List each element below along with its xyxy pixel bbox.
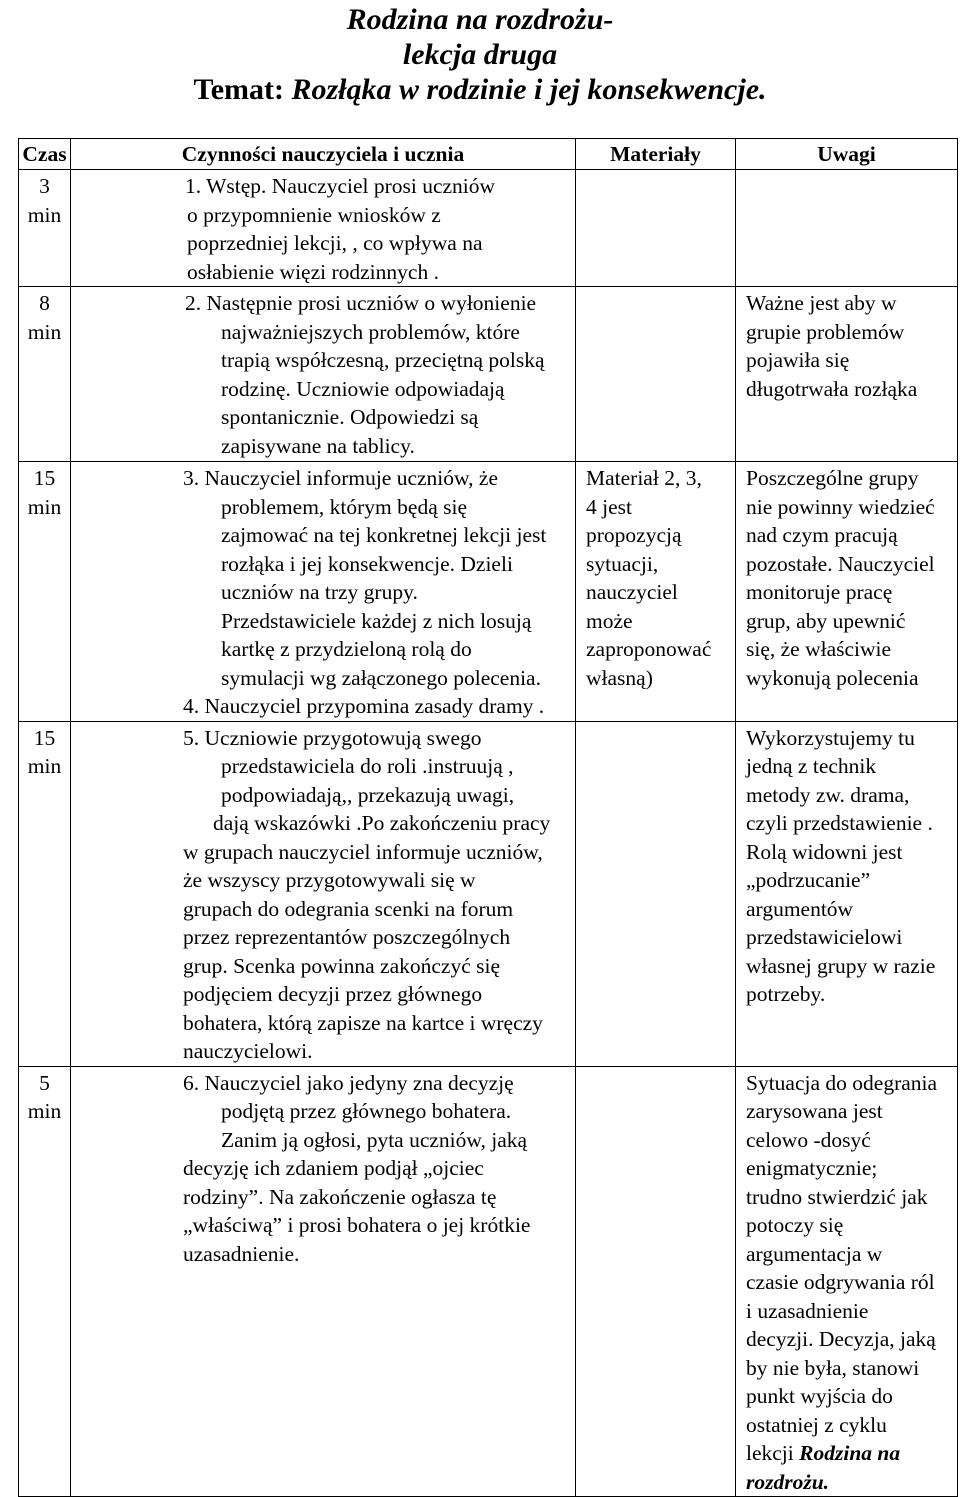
activity-line: grupach do odegrania scenki na forum [183, 896, 514, 921]
activity-line: problemem, którym będą się [221, 494, 467, 519]
activity-line: o przypomnienie wniosków z [187, 202, 441, 227]
remark-line: i uzasadnienie [746, 1298, 869, 1323]
activity-line: w grupach nauczyciel informuje uczniów, [183, 839, 543, 864]
time-unit: min [27, 1099, 62, 1123]
time-value: 15 [33, 466, 56, 490]
activity-line: Zanim ją ogłosi, pyta uczniów, jaką [221, 1127, 528, 1152]
remark-line: się, że właściwie [746, 637, 892, 661]
activity-line: spontanicznie. Odpowiedzi są [221, 405, 479, 429]
activity-line: podjęciem decyzji przez głównego [183, 982, 483, 1006]
topic-prefix: Temat: [193, 73, 292, 106]
material-line: własną) [586, 665, 653, 690]
time-unit: min [27, 754, 62, 778]
remark-line: Wykorzystujemy tu [746, 725, 915, 750]
activity-line: uzasadnienie. [183, 1241, 300, 1266]
activity-line: najważniejszych problemów, które [221, 319, 520, 344]
remark-line: celowo -dosyć [746, 1127, 871, 1152]
activity-cell [71, 721, 576, 1066]
remark-line: enigmatycznie; [746, 1156, 878, 1180]
activity-line: 5. Uczniowie przygotowują swego [183, 725, 482, 750]
activity-line: zajmować na tej konkretnej lekcji jest [221, 523, 547, 547]
time-value: 5 [39, 1070, 50, 1095]
table-row [19, 287, 958, 462]
activity-line: decyzję ich zdaniem podjął „ojciec [183, 1156, 484, 1180]
remark-line: Rolą widowni jest [746, 839, 903, 864]
activity-line: 2. Następnie prosi uczniów o wyłonienie [185, 291, 537, 315]
remarks-cell [736, 170, 958, 287]
activity-line: poprzedniej lekcji, , co wpływa na [187, 231, 483, 255]
remark-line: grupie problemów [746, 319, 905, 344]
remark-line: trudno stwierdzić jak [746, 1184, 928, 1209]
remark-line: pozostałe. Nauczyciel [746, 551, 935, 576]
time-cell [19, 1066, 71, 1497]
material-line: 4 jest [586, 494, 632, 519]
remarks-cell [736, 462, 958, 722]
column-header-materials: Materiały [576, 139, 736, 170]
remark-line: punkt wyjścia do [746, 1384, 893, 1408]
remark-line: by nie była, stanowi [746, 1355, 920, 1380]
activity-line: zapisywane na tablicy. [221, 433, 415, 458]
remark-line: metody zw. drama, [746, 782, 910, 807]
remark-line: czyli przedstawienie . [746, 811, 933, 835]
remark-line: „podrzucanie” [746, 868, 871, 892]
remark-line: pojawiła się [746, 348, 850, 372]
activity-line: 4. Nauczyciel przypomina zasady dramy . [183, 694, 545, 718]
remark-line: przedstawicielowi [746, 925, 903, 949]
activity-line: rozłąka i jej konsekwencje. Dzieli [221, 551, 513, 576]
remarks-cell [736, 287, 958, 462]
activity-line: dają wskazówki .Po zakończeniu pracy [213, 811, 551, 835]
topic-title: Rozłąka w rodzinie i jej konsekwencje. [291, 73, 767, 106]
column-header-time: Czas [19, 139, 71, 170]
table-row [19, 1066, 958, 1497]
table-row [19, 721, 958, 1066]
activity-line: 3. Nauczyciel informuje uczniów, że [183, 466, 498, 490]
activity-line: nauczycielowi. [183, 1039, 313, 1063]
activity-cell [71, 462, 576, 722]
activity-line: rodzinę. Uczniowie odpowiadają [221, 376, 505, 401]
remark-line: argumentów [746, 896, 854, 921]
time-cell [19, 462, 71, 722]
remark-line-final [746, 1439, 953, 1496]
material-line: propozycją [586, 523, 682, 547]
activity-line: przez reprezentantów poszczególnych [183, 925, 511, 949]
remark-line: Sytuacja do odegrania [746, 1070, 938, 1095]
lesson-plan-table [18, 138, 958, 1497]
time-cell [19, 721, 71, 1066]
time-unit: min [27, 319, 62, 344]
remark-line: grup, aby upewnić [746, 608, 906, 633]
materials-cell [576, 462, 736, 722]
time-value: 15 [33, 725, 56, 750]
remark-line: Ważne jest aby w [746, 291, 897, 315]
activity-cell [71, 1066, 576, 1497]
activity-line: bohatera, którą zapisze na kartce i wręczy [183, 1010, 543, 1035]
activity-line: podpowiadają,, przekazują uwagi, [221, 782, 515, 807]
remark-line: długotrwała rozłąka [746, 376, 918, 401]
material-line: Materiał 2, 3, [586, 466, 702, 490]
table-row [19, 462, 958, 722]
activity-line: przedstawiciela do roli .instruują , [221, 754, 514, 778]
remark-line: czasie odgrywania ról [746, 1270, 935, 1294]
activity-line: trapią współczesną, przeciętną polską [221, 348, 545, 372]
remark-line: nie powinny wiedzieć [746, 494, 935, 519]
remark-line: Poszczególne grupy [746, 466, 919, 490]
title-line-2: lekcja druga [402, 38, 558, 71]
remark-line: ostatniej z cyklu [746, 1412, 887, 1437]
activity-line: że wszyscy przygotowywali się w [183, 868, 476, 892]
table-row [19, 170, 958, 287]
activity-line: Przedstawiciele każdej z nich losują [221, 608, 532, 633]
remark-final-prefix: lekcji [746, 1441, 800, 1465]
material-line: zaproponować [586, 637, 712, 661]
time-cell [19, 170, 71, 287]
remark-line: argumentacja w [746, 1241, 883, 1266]
activity-cell [71, 170, 576, 287]
activity-line: rodziny”. Na zakończenie ogłasza tę [183, 1184, 497, 1209]
activity-line: 6. Nauczyciel jako jedyny zna decyzję [183, 1070, 514, 1095]
remark-final-title: Rodzina na rozdrożu. [746, 1441, 901, 1494]
column-header-remarks: Uwagi [736, 139, 958, 170]
activity-line: podjętą przez głównego bohatera. [221, 1099, 512, 1123]
remarks-cell [736, 1066, 958, 1497]
title-line-1: Rodzina na rozdrożu- [346, 3, 614, 36]
activity-line: „właściwą” i prosi bohatera o jej krótkie [183, 1213, 531, 1237]
time-value: 8 [39, 291, 50, 315]
activity-line: 1. Wstęp. Nauczyciel prosi uczniów [185, 174, 496, 198]
column-header-activities: Czynności nauczyciela i ucznia [71, 139, 576, 170]
time-cell [19, 287, 71, 462]
material-line: sytuacji, [586, 551, 659, 576]
time-value: 3 [39, 174, 50, 198]
activity-line: osłabienie więzi rodzinnych . [187, 259, 439, 284]
time-unit: min [27, 202, 62, 227]
remark-line: wykonują polecenia [746, 665, 919, 690]
materials-cell [576, 170, 736, 287]
remark-line: jedną z technik [746, 754, 877, 778]
table-header-row [19, 139, 958, 170]
activity-line: uczniów na trzy grupy. [221, 580, 418, 604]
time-unit: min [27, 494, 62, 519]
materials-cell [576, 1066, 736, 1497]
remark-line: własnej grupy w razie [746, 953, 936, 978]
materials-cell [576, 721, 736, 1066]
activity-line: kartkę z przydzieloną rolą do [221, 637, 472, 661]
remark-line: decyzji. Decyzja, jaką [746, 1327, 936, 1351]
remark-line: monitoruje pracę [746, 580, 893, 604]
material-line: może [586, 608, 633, 633]
remark-line: nad czym pracują [746, 523, 898, 547]
remark-line: potrzeby. [746, 982, 826, 1006]
remarks-cell [736, 721, 958, 1066]
activity-line: symulacji wg załączonego polecenia. [221, 665, 541, 690]
remark-line: zarysowana jest [746, 1099, 883, 1123]
activity-cell [71, 287, 576, 462]
topic-line [0, 71, 960, 108]
remark-line: potoczy się [746, 1213, 844, 1237]
activity-line: grup. Scenka powinna zakończyć się [183, 953, 501, 978]
material-line: nauczyciel [586, 580, 678, 604]
materials-cell [576, 287, 736, 462]
